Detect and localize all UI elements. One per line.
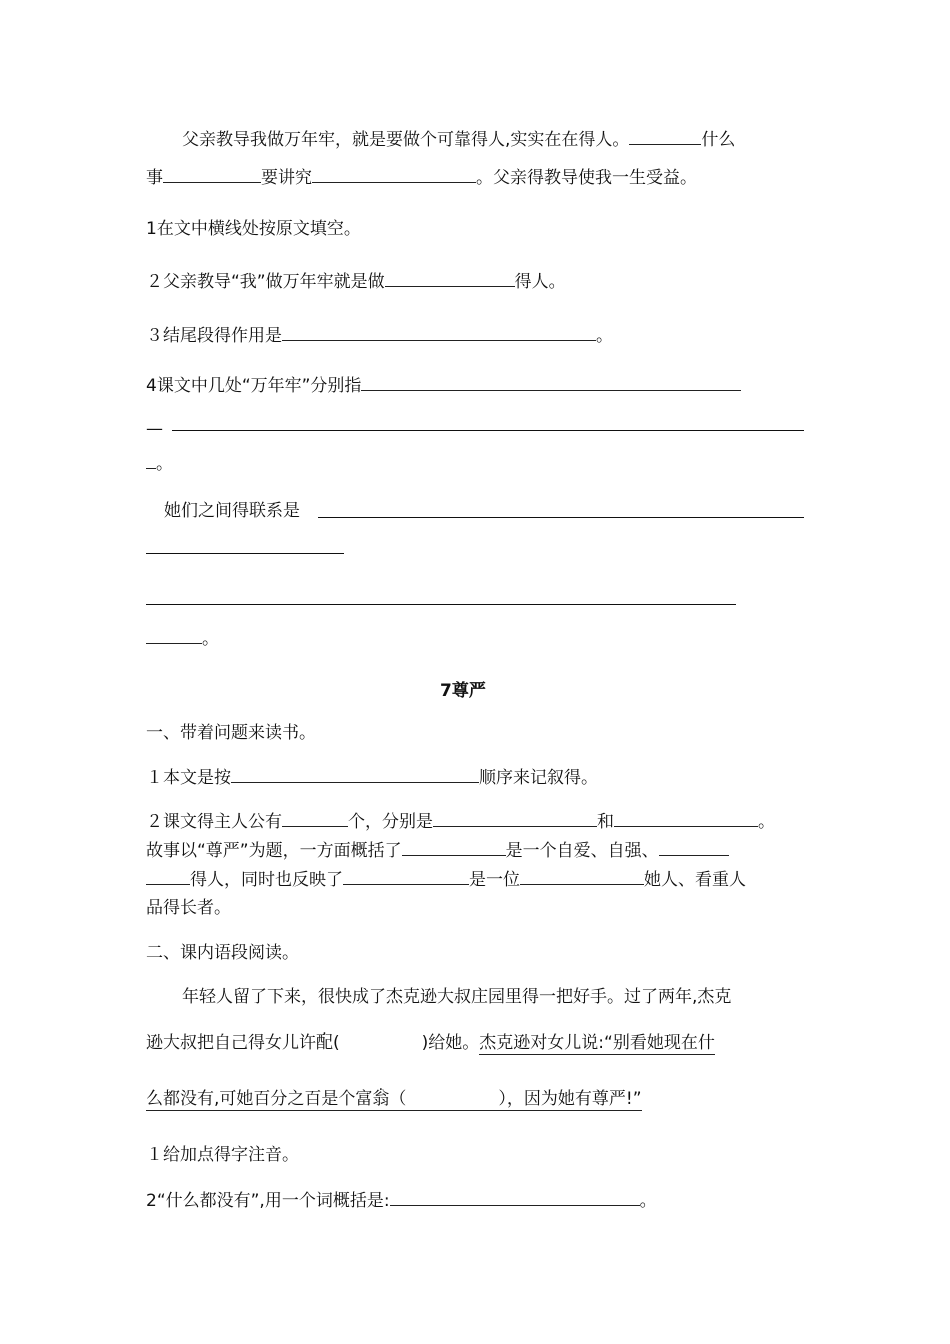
question-4-end: [146, 452, 173, 475]
reading-line-1: 年轻人留了下来，很快成了杰克逊大叔庄园里得一把好手。过了两年,杰克: [182, 987, 732, 1007]
question-5: [164, 500, 300, 522]
question-text: 。: [758, 812, 775, 832]
part-heading-1: 一、带着问题来读书。: [146, 723, 316, 743]
fill-blank[interactable]: [163, 166, 261, 183]
question-text: １本文是按: [146, 768, 231, 788]
question-5-end: [146, 627, 219, 650]
question-text: 4课文中几处“万年牢”分别指: [146, 376, 362, 396]
question-text: 得人。: [514, 272, 566, 292]
question-text: 2“什么都没有”,用一个词概括是:: [146, 1191, 390, 1211]
fill-blank[interactable]: [312, 166, 476, 183]
fill-blank[interactable]: [659, 839, 729, 856]
question-text: 故事以“尊严”为题，一方面概括了: [146, 841, 402, 861]
reading-text: 么都没有,可她百分之百是个富: [146, 1089, 373, 1109]
fill-blank[interactable]: [385, 270, 515, 287]
s7-question-2-line-2: [146, 839, 729, 862]
reading-line-2: [146, 1032, 715, 1054]
question-text: ２课文得主人公有: [146, 812, 282, 832]
fill-blank[interactable]: [343, 868, 469, 885]
fill-blank[interactable]: [146, 868, 190, 885]
question-4: [146, 374, 741, 397]
question-text: 顺序来记叙得。: [479, 768, 598, 788]
fill-blank[interactable]: [282, 810, 348, 827]
question-text: 得人，同时也反映了: [190, 870, 343, 890]
reading-text: )给她。: [421, 1033, 480, 1053]
reading-text: ），因为她有尊严!”: [498, 1089, 642, 1109]
fill-blank[interactable]: [520, 868, 644, 885]
passage-line-1: [182, 128, 735, 151]
fill-blank[interactable]: [614, 810, 758, 827]
question-2: [146, 270, 566, 293]
underlined-text: 杰克逊对女儿说:“别看她现在什: [479, 1033, 715, 1053]
reading-question-1: １给加点得字注音。: [146, 1145, 299, 1165]
answer-line[interactable]: [318, 517, 804, 518]
question-text: 。: [156, 454, 173, 474]
fill-blank[interactable]: [146, 627, 202, 644]
passage-line-2: [146, 166, 697, 189]
answer-line[interactable]: [146, 553, 344, 554]
question-text: 是一位: [469, 870, 520, 890]
fill-blank[interactable]: [231, 766, 479, 783]
passage-text: 。父亲得教导使我一生受益。: [476, 168, 697, 188]
question-4-dash: —: [146, 419, 163, 439]
fill-blank[interactable]: [361, 374, 741, 391]
s7-question-2-line-3: [146, 868, 746, 891]
question-3: [146, 324, 613, 347]
fill-blank[interactable]: [433, 810, 597, 827]
question-1: 1在文中横线处按原文填空。: [146, 219, 361, 239]
part-heading-2: 二、课内语段阅读。: [146, 943, 299, 963]
question-text: 和: [597, 812, 614, 832]
fill-blank[interactable]: [402, 839, 506, 856]
dotted-char: 配: [316, 1033, 333, 1053]
reading-text: 逊大叔把自己得女儿许: [146, 1033, 316, 1053]
answer-line[interactable]: [172, 430, 804, 431]
question-text: 她人、看重人: [644, 870, 746, 890]
fill-blank[interactable]: [629, 128, 701, 145]
reading-question-2: [146, 1189, 657, 1212]
fill-blank[interactable]: [390, 1189, 640, 1206]
dotted-char: 翁: [372, 1089, 390, 1109]
answer-line[interactable]: [146, 604, 736, 605]
question-text: 。: [639, 1191, 657, 1211]
underlined-text: [146, 1089, 642, 1111]
question-text: ３结尾段得作用是: [146, 326, 282, 346]
passage-text: 要讲究: [261, 168, 312, 188]
reading-text: （: [389, 1089, 407, 1109]
s7-question-1: [146, 766, 598, 789]
passage-text: 什么: [701, 130, 736, 150]
s7-question-2-line-4: 品得长者。: [146, 898, 231, 918]
s7-question-2-line-1: [146, 810, 775, 833]
question-text: 是一个自爱、自强、: [505, 841, 659, 861]
fill-blank[interactable]: [146, 452, 156, 469]
section-title: 7尊严: [440, 681, 486, 701]
reading-text: (: [333, 1033, 340, 1053]
question-text: ２父亲教导“我”做万年牢就是做: [146, 272, 385, 292]
question-text: 。: [202, 629, 219, 649]
question-text: 个，分别是: [348, 812, 433, 832]
fill-blank[interactable]: [282, 324, 596, 341]
question-text: 。: [596, 326, 613, 346]
reading-line-3: [146, 1088, 642, 1110]
question-text: 她们之间得联系是: [164, 501, 300, 521]
passage-text: 事: [146, 168, 163, 188]
passage-text: 父亲教导我做万年牢，就是要做个可靠得人,实实在在得人。: [182, 130, 630, 150]
